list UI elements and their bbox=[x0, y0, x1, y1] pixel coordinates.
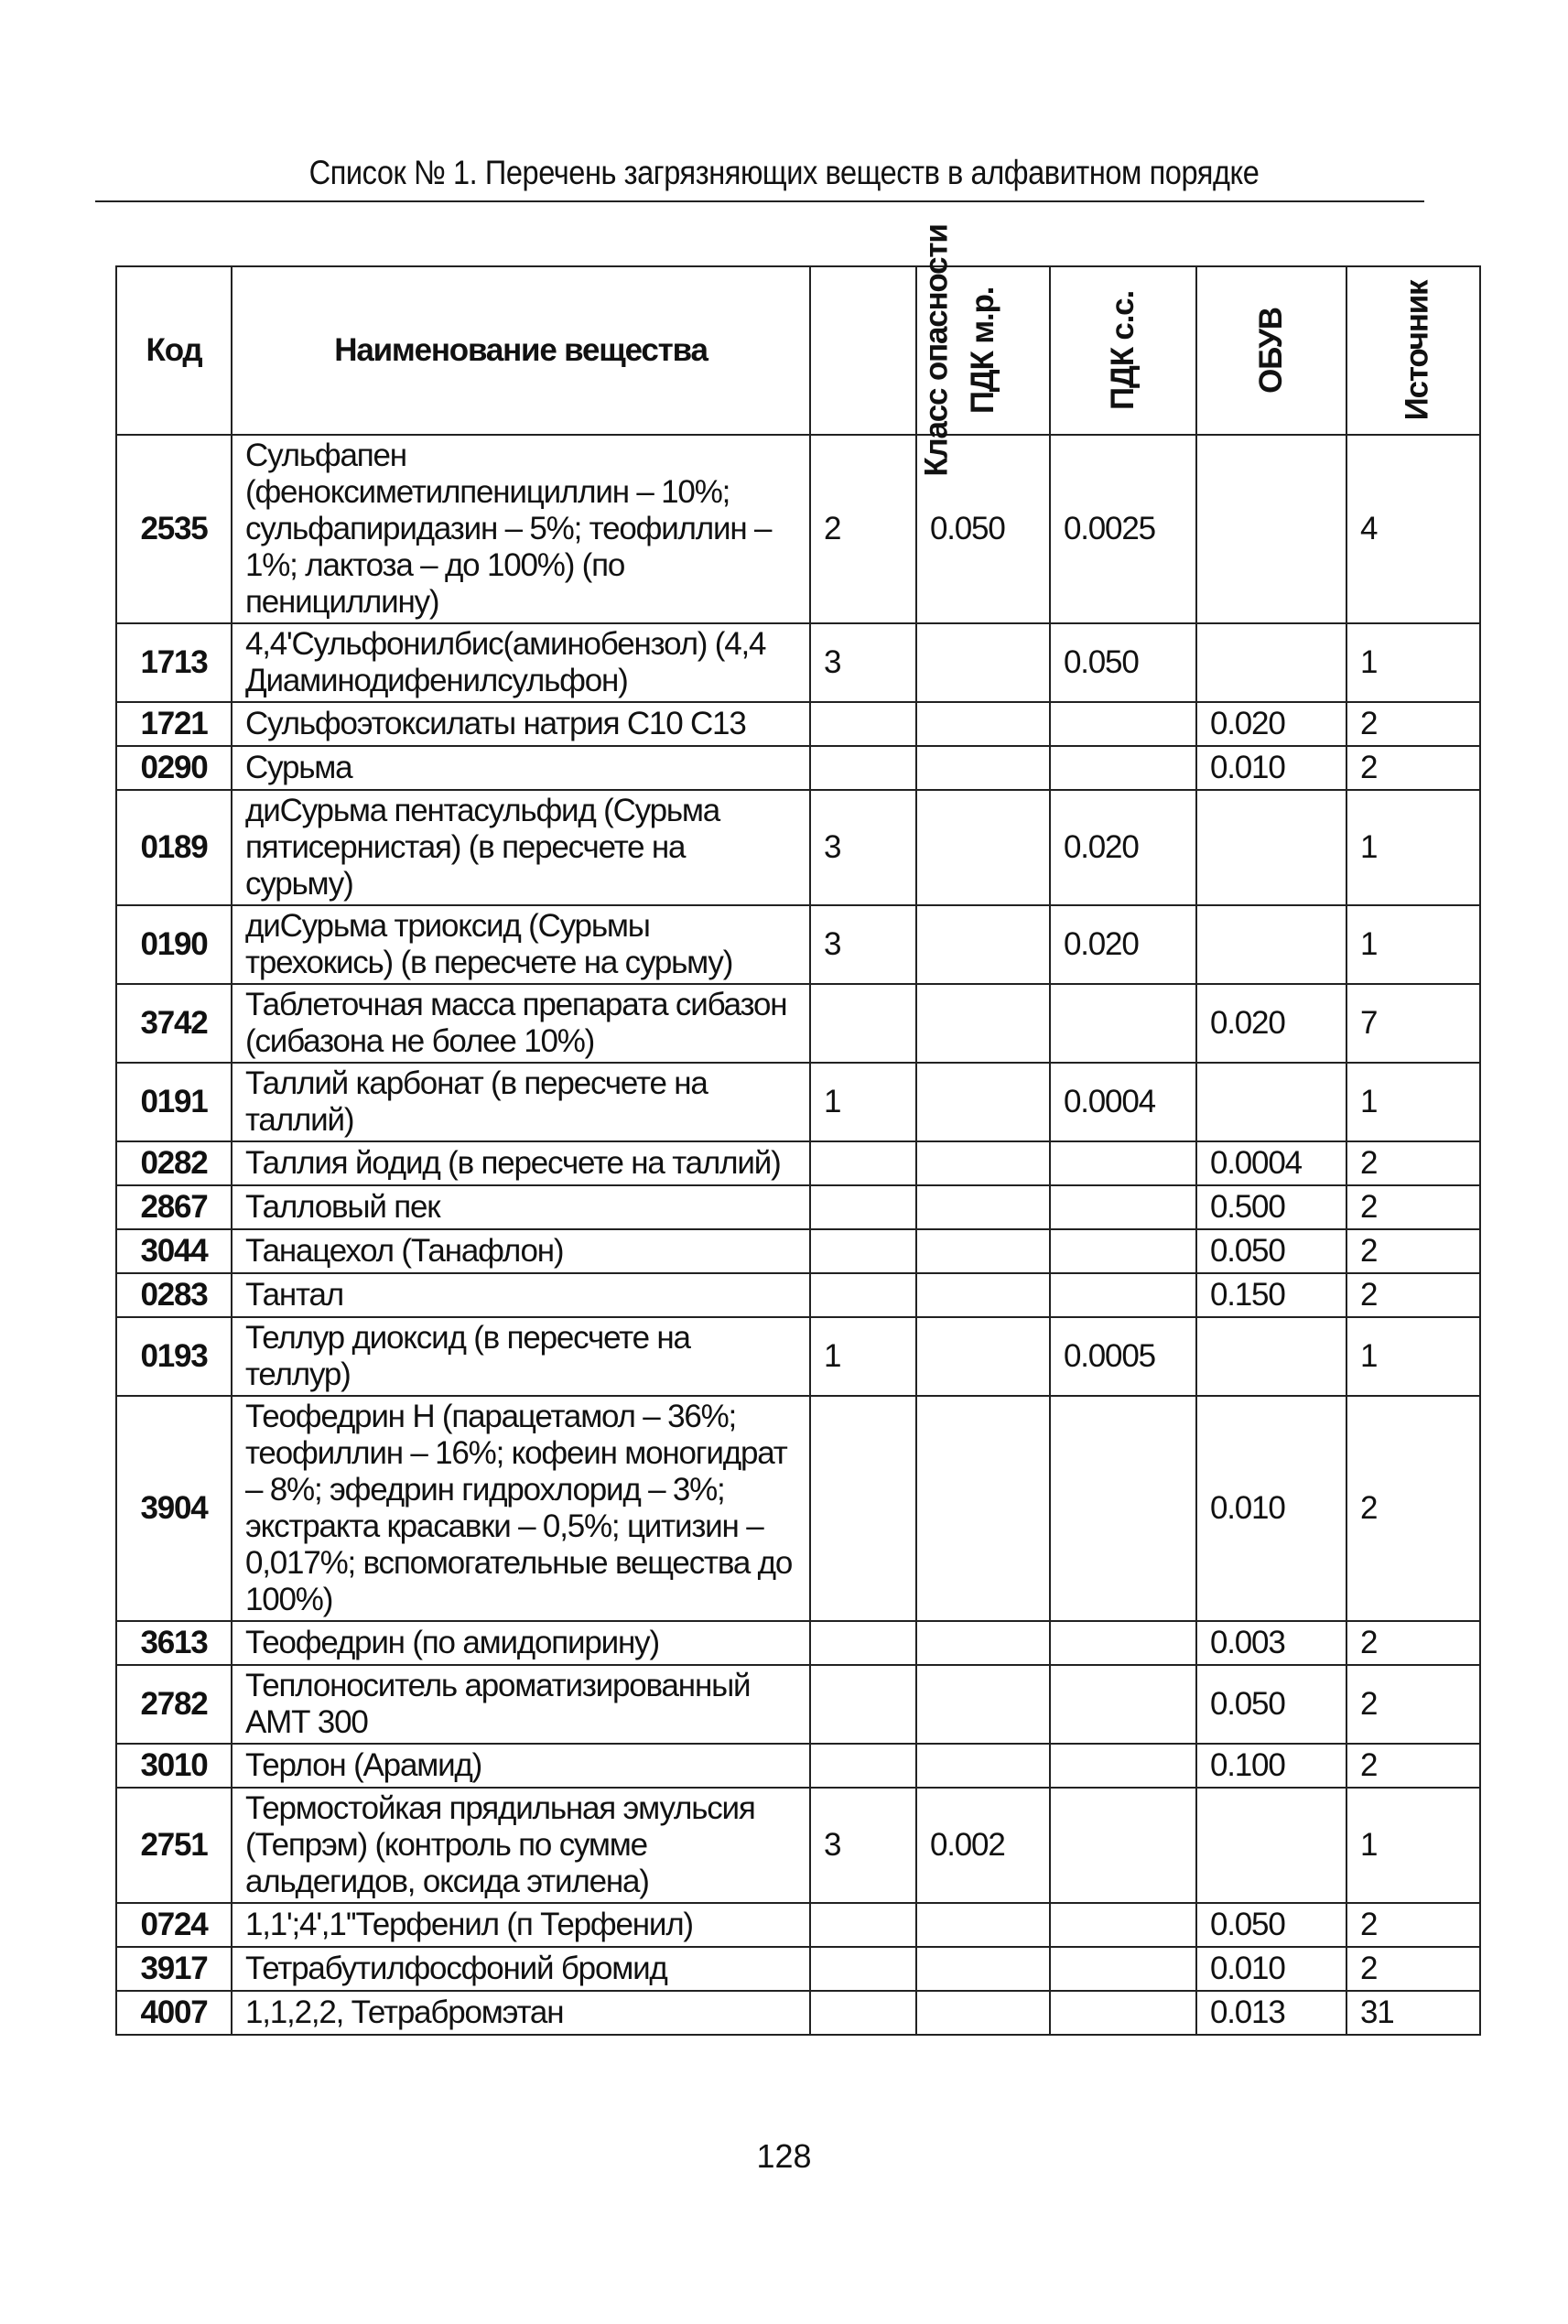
cell-pdk-mr bbox=[916, 1063, 1050, 1141]
cell-source: 4 bbox=[1346, 435, 1480, 623]
header-source-label: Источник bbox=[1399, 280, 1435, 421]
cell-obuv: 0.013 bbox=[1196, 1991, 1346, 2035]
cell-pdk-ss bbox=[1050, 984, 1196, 1063]
table-row bbox=[116, 1185, 1480, 1229]
cell-name: Теплоноситель ароматизированный АМТ 300 bbox=[232, 1665, 810, 1744]
cell-code: 3742 bbox=[116, 984, 232, 1063]
cell-pdk-mr bbox=[916, 984, 1050, 1063]
cell-source: 1 bbox=[1346, 1317, 1480, 1396]
cell-source: 31 bbox=[1346, 1991, 1480, 2035]
cell-pdk-mr bbox=[916, 746, 1050, 790]
header-pdk-ss-label: ПДК с.с. bbox=[1105, 291, 1141, 410]
cell-source: 1 bbox=[1346, 790, 1480, 905]
cell-source: 2 bbox=[1346, 1621, 1480, 1665]
cell-class bbox=[810, 1903, 916, 1947]
cell-pdk-mr bbox=[916, 1141, 1050, 1185]
cell-obuv: 0.050 bbox=[1196, 1903, 1346, 1947]
cell-pdk-mr bbox=[916, 1744, 1050, 1788]
cell-pdk-ss bbox=[1050, 702, 1196, 746]
cell-obuv: 0.010 bbox=[1196, 1396, 1346, 1621]
cell-class bbox=[810, 1229, 916, 1273]
cell-class bbox=[810, 1396, 916, 1621]
table-row bbox=[116, 435, 1480, 623]
cell-source: 1 bbox=[1346, 1063, 1480, 1141]
cell-name: Талловый пек bbox=[232, 1185, 810, 1229]
substances-table bbox=[115, 224, 1481, 2036]
cell-obuv: 0.050 bbox=[1196, 1229, 1346, 1273]
table-row bbox=[116, 1991, 1480, 2035]
page-number: 128 bbox=[756, 2137, 812, 2175]
cell-code: 0191 bbox=[116, 1063, 232, 1141]
cell-code: 2867 bbox=[116, 1185, 232, 1229]
header-code: Код bbox=[116, 266, 232, 435]
cell-obuv: 0.050 bbox=[1196, 1665, 1346, 1744]
cell-pdk-ss: 0.050 bbox=[1050, 623, 1196, 702]
cell-name: Тетрабутилфосфоний бромид bbox=[232, 1947, 810, 1991]
cell-pdk-mr bbox=[916, 623, 1050, 702]
cell-obuv: 0.003 bbox=[1196, 1621, 1346, 1665]
cell-pdk-mr bbox=[916, 1947, 1050, 1991]
cell-obuv bbox=[1196, 790, 1346, 905]
cell-code: 0290 bbox=[116, 746, 232, 790]
cell-class: 2 bbox=[810, 435, 916, 623]
cell-pdk-mr bbox=[916, 1185, 1050, 1229]
cell-pdk-ss: 0.0004 bbox=[1050, 1063, 1196, 1141]
cell-class: 3 bbox=[810, 1788, 916, 1903]
table-row bbox=[116, 1273, 1480, 1317]
cell-class: 1 bbox=[810, 1063, 916, 1141]
cell-obuv: 0.0004 bbox=[1196, 1141, 1346, 1185]
table-row bbox=[116, 702, 1480, 746]
cell-pdk-mr bbox=[916, 702, 1050, 746]
cell-source: 2 bbox=[1346, 1744, 1480, 1788]
table-row bbox=[116, 984, 1480, 1063]
cell-obuv: 0.100 bbox=[1196, 1744, 1346, 1788]
table-row bbox=[116, 746, 1480, 790]
cell-name: Термостойкая прядильная эмульсия (Тепрэм) (контроль по сумме альдегидов, оксида этилена) bbox=[232, 1788, 810, 1903]
cell-pdk-mr bbox=[916, 1903, 1050, 1947]
cell-class: 3 bbox=[810, 905, 916, 984]
cell-code: 3044 bbox=[116, 1229, 232, 1273]
cell-class bbox=[810, 746, 916, 790]
table-body bbox=[116, 435, 1480, 2035]
cell-name: диСурьма триоксид (Сурьмы трехокись) (в пересчете на сурьму) bbox=[232, 905, 810, 984]
cell-name: Теллур диоксид (в пересчете на теллур) bbox=[232, 1317, 810, 1396]
cell-class bbox=[810, 984, 916, 1063]
table-row bbox=[116, 1141, 1480, 1185]
cell-obuv: 0.020 bbox=[1196, 984, 1346, 1063]
cell-name: Сульфоэтоксилаты натрия C10 C13 bbox=[232, 702, 810, 746]
table-row bbox=[116, 1788, 1480, 1903]
cell-class bbox=[810, 1947, 916, 1991]
cell-name: Таллий карбонат (в пересчете на таллий) bbox=[232, 1063, 810, 1141]
cell-name: 4,4'Сульфонилбис(аминобензол) (4,4 Диаминодифенилсульфон) bbox=[232, 623, 810, 702]
title-divider bbox=[95, 200, 1424, 202]
cell-obuv: 0.150 bbox=[1196, 1273, 1346, 1317]
cell-source: 2 bbox=[1346, 1229, 1480, 1273]
header-class bbox=[810, 224, 955, 477]
cell-source: 2 bbox=[1346, 746, 1480, 790]
table-row bbox=[116, 1744, 1480, 1788]
cell-source: 2 bbox=[1346, 1396, 1480, 1621]
header-pdk-ss bbox=[1050, 266, 1196, 435]
table-row bbox=[116, 790, 1480, 905]
cell-class: 3 bbox=[810, 623, 916, 702]
cell-name: Тантал bbox=[232, 1273, 810, 1317]
cell-pdk-ss bbox=[1050, 746, 1196, 790]
cell-pdk-ss bbox=[1050, 1185, 1196, 1229]
cell-code: 2535 bbox=[116, 435, 232, 623]
cell-code: 0724 bbox=[116, 1903, 232, 1947]
cell-class bbox=[810, 702, 916, 746]
cell-source: 2 bbox=[1346, 1947, 1480, 1991]
cell-pdk-ss bbox=[1050, 1947, 1196, 1991]
table-row bbox=[116, 1396, 1480, 1621]
cell-source: 2 bbox=[1346, 1273, 1480, 1317]
cell-pdk-ss: 0.0025 bbox=[1050, 435, 1196, 623]
cell-code: 0189 bbox=[116, 790, 232, 905]
cell-name: Сурьма bbox=[232, 746, 810, 790]
table-row bbox=[116, 1665, 1480, 1744]
cell-pdk-mr bbox=[916, 1317, 1050, 1396]
cell-class bbox=[810, 1141, 916, 1185]
header-obuv-label: ОБУВ bbox=[1252, 308, 1289, 394]
cell-class bbox=[810, 1744, 916, 1788]
cell-pdk-ss bbox=[1050, 1991, 1196, 2035]
cell-name: Теофедрин Н (парацетамол – 36%; теофиллин – 16%; кофеин моногидрат – 8%; эфедрин гидрохлорид – 3%; экстракта красавки – 0,5%; цитизин – 0,017%; вспомогательные вещества до 100%) bbox=[232, 1396, 810, 1621]
table-row bbox=[116, 1903, 1480, 1947]
cell-name: диСурьма пентасульфид (Сурьма пятисернистая) (в пересчете на сурьму) bbox=[232, 790, 810, 905]
cell-pdk-ss: 0.020 bbox=[1050, 790, 1196, 905]
cell-obuv bbox=[1196, 905, 1346, 984]
cell-pdk-mr: 0.002 bbox=[916, 1788, 1050, 1903]
cell-code: 2782 bbox=[116, 1665, 232, 1744]
cell-source: 1 bbox=[1346, 1788, 1480, 1903]
header-source bbox=[1346, 266, 1480, 435]
cell-code: 4007 bbox=[116, 1991, 232, 2035]
table-row bbox=[116, 1229, 1480, 1273]
cell-code: 0282 bbox=[116, 1141, 232, 1185]
cell-pdk-mr bbox=[916, 1273, 1050, 1317]
header-class-label: Класс опасности bbox=[918, 224, 955, 477]
cell-pdk-mr bbox=[916, 1665, 1050, 1744]
cell-pdk-ss bbox=[1050, 1744, 1196, 1788]
cell-class bbox=[810, 1185, 916, 1229]
cell-pdk-ss bbox=[1050, 1273, 1196, 1317]
cell-source: 1 bbox=[1346, 905, 1480, 984]
cell-pdk-ss: 0.020 bbox=[1050, 905, 1196, 984]
cell-obuv bbox=[1196, 1317, 1346, 1396]
cell-class: 3 bbox=[810, 790, 916, 905]
table-row bbox=[116, 905, 1480, 984]
cell-name: Сульфапен (феноксиметилпенициллин – 10%; сульфапиридазин – 5%; теофиллин – 1%; лактоза – до 100%) (по пенициллину) bbox=[232, 435, 810, 623]
cell-pdk-ss bbox=[1050, 1788, 1196, 1903]
cell-obuv bbox=[1196, 623, 1346, 702]
cell-code: 3917 bbox=[116, 1947, 232, 1991]
cell-obuv: 0.010 bbox=[1196, 1947, 1346, 1991]
cell-pdk-ss bbox=[1050, 1621, 1196, 1665]
cell-source: 1 bbox=[1346, 623, 1480, 702]
cell-class bbox=[810, 1621, 916, 1665]
cell-obuv: 0.500 bbox=[1196, 1185, 1346, 1229]
cell-code: 3904 bbox=[116, 1396, 232, 1621]
cell-obuv bbox=[1196, 1788, 1346, 1903]
cell-pdk-mr bbox=[916, 1229, 1050, 1273]
table-row bbox=[116, 1063, 1480, 1141]
table-row bbox=[116, 1621, 1480, 1665]
cell-obuv bbox=[1196, 435, 1346, 623]
cell-code: 0193 bbox=[116, 1317, 232, 1396]
cell-source: 2 bbox=[1346, 1665, 1480, 1744]
cell-pdk-mr bbox=[916, 1991, 1050, 2035]
cell-obuv: 0.020 bbox=[1196, 702, 1346, 746]
cell-source: 2 bbox=[1346, 1903, 1480, 1947]
cell-class bbox=[810, 1665, 916, 1744]
cell-code: 1713 bbox=[116, 623, 232, 702]
page-title: Список № 1. Перечень загрязняющих веществ в алфавитном порядке bbox=[308, 154, 1260, 191]
cell-name: 1,1';4',1''Терфенил (п Терфенил) bbox=[232, 1903, 810, 1947]
cell-name: Таллия йодид (в пересчете на таллий) bbox=[232, 1141, 810, 1185]
table-row bbox=[116, 1947, 1480, 1991]
cell-pdk-ss bbox=[1050, 1229, 1196, 1273]
cell-class bbox=[810, 1273, 916, 1317]
cell-class bbox=[810, 1991, 916, 2035]
cell-code: 0283 bbox=[116, 1273, 232, 1317]
cell-pdk-ss bbox=[1050, 1665, 1196, 1744]
cell-pdk-ss bbox=[1050, 1141, 1196, 1185]
cell-pdk-mr bbox=[916, 905, 1050, 984]
cell-code: 3010 bbox=[116, 1744, 232, 1788]
cell-pdk-ss: 0.0005 bbox=[1050, 1317, 1196, 1396]
table-row bbox=[116, 1317, 1480, 1396]
header-pdk-mr-label: ПДК м.р. bbox=[964, 286, 1000, 415]
cell-name: Теофедрин (по амидопирину) bbox=[232, 1621, 810, 1665]
cell-source: 2 bbox=[1346, 1185, 1480, 1229]
cell-code: 1721 bbox=[116, 702, 232, 746]
cell-name: Танацехол (Танафлон) bbox=[232, 1229, 810, 1273]
cell-code: 3613 bbox=[116, 1621, 232, 1665]
cell-name: Терлон (Арамид) bbox=[232, 1744, 810, 1788]
cell-name: 1,1,2,2, Тетрабромэтан bbox=[232, 1991, 810, 2035]
cell-pdk-mr bbox=[916, 1621, 1050, 1665]
cell-source: 2 bbox=[1346, 702, 1480, 746]
cell-pdk-mr bbox=[916, 1396, 1050, 1621]
cell-code: 0190 bbox=[116, 905, 232, 984]
cell-code: 2751 bbox=[116, 1788, 232, 1903]
cell-class: 1 bbox=[810, 1317, 916, 1396]
header-obuv bbox=[1196, 266, 1346, 435]
cell-pdk-ss bbox=[1050, 1903, 1196, 1947]
table-header-row bbox=[116, 266, 1480, 435]
header-name: Наименование вещества bbox=[232, 266, 810, 435]
table-row bbox=[116, 623, 1480, 702]
cell-source: 2 bbox=[1346, 1141, 1480, 1185]
cell-source: 7 bbox=[1346, 984, 1480, 1063]
cell-obuv bbox=[1196, 1063, 1346, 1141]
cell-pdk-mr bbox=[916, 790, 1050, 905]
cell-name: Таблеточная масса препарата сибазон (сибазона не более 10%) bbox=[232, 984, 810, 1063]
cell-pdk-ss bbox=[1050, 1396, 1196, 1621]
cell-pdk-mr: 0.050 bbox=[916, 435, 1050, 623]
cell-obuv: 0.010 bbox=[1196, 746, 1346, 790]
